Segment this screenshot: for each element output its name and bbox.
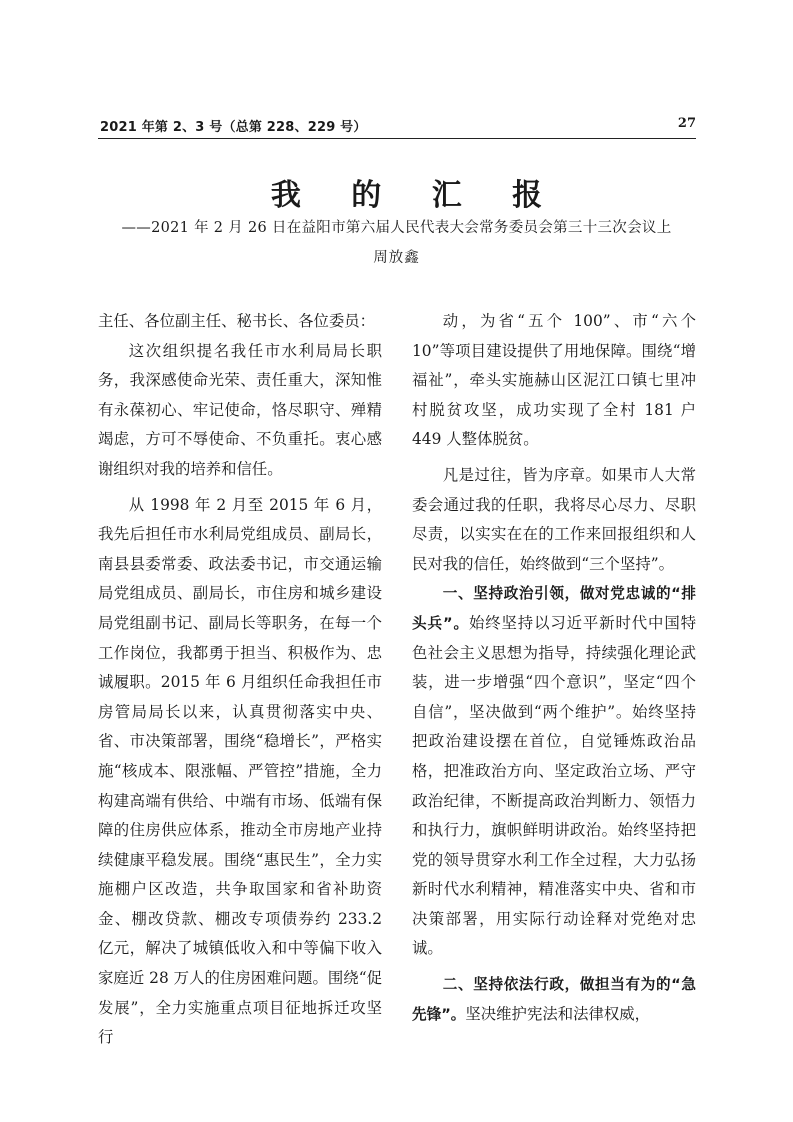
section-heading: 一、坚持政治引领，做对党忠诚的“排头兵”。	[412, 585, 696, 632]
article-subtitle: ——2021 年 2 月 26 日在益阳市第六届人民代表大会常务委员会第三十三次会议上	[121, 220, 672, 236]
running-header	[98, 116, 696, 139]
section-two	[412, 970, 696, 1029]
section-heading: 二、坚持依法行政，做担当有为的“急先锋”。	[412, 976, 696, 1023]
article-author: 周放鑫	[373, 250, 420, 266]
paragraph-continuation: 动，为省“五个 100”、市“六个 10”等项目建设提供了用地保障。围绕“增福祉”，牵头实施赫山区泥江口镇七里冲村脱贫攻坚，成功实现了全村 181 户 449 人整体脱贫。	[412, 312, 696, 449]
salutation: 主任、各位副主任、秘书长、各位委员：	[98, 312, 376, 330]
paragraph: 这次组织提名我任市水利局局长职务，我深感使命光荣、责任重大，深知惟有永葆初心、牢记使命，恪尽职守、殚精竭虑，方可不辱使命、不负重托。衷心感谢组织对我的培养和信任。	[98, 341, 382, 478]
section-one	[412, 579, 696, 964]
paragraph: 凡是过往，皆为序章。如果市人大常委会通过我的任职，我将尽心尽力、尽职尽责，以实实在在的工作来回报组织和人民对我的信任，始终做到“三个坚持”。	[412, 465, 696, 573]
left-column	[98, 307, 382, 1053]
page-number: 27	[677, 116, 696, 131]
paragraph: 从 1998 年 2 月至 2015 年 6 月，我先后担任市水利局党组成员、副局长，南县县委常委、政法委书记，市交通运输局党组成员、副局长，市住房和城乡建设局党组副书记、副局长等职务，在每一个工作岗位，我都勇于担当、积极作为、忠诚履职。2015 年 6 月组织任命我担任市房管局局长以来，认真贯彻落实中央、省、市决策部署，围绕“稳增长”，严格实施“核成本、限涨幅、严管控”措施，全力构建高端有供给、中端有市场、低端有保障的住房供应体系，推动全市房地产业持续健康平稳发展。围绕“惠民生”，全力实施棚户区改造，共争取国家和省补助资金、棚改贷款、棚改专项债券约 233.2 亿元，解决了城镇低收入和中等偏下收入家庭近 28 万人的住房困难问题。围绕“促发展”，全力实施重点项目征地拆迁攻坚行	[98, 495, 382, 1047]
right-column	[412, 307, 696, 1029]
section-body: 坚决维护宪法和法律权威，	[465, 1004, 651, 1023]
section-body: 始终坚持以习近平新时代中国特色社会主义思想为指导，持续强化理论武装，进一步增强“四个意识”，坚定“四个自信”，坚决做到“两个维护”。始终坚持把政治建设摆在首位，自觉锤炼政治品格，把准政治方向、坚定政治立场、严守政治纪律，不断提高政治判断力、领悟力和执行力，旗帜鲜明讲政治。始终坚持把党的领导贯穿水利工作全过程，大力弘扬新时代水利精神，精准落实中央、省和市决策部署，用实际行动诠释对党绝对忠诚。	[412, 613, 696, 958]
article-title: 我 的 汇 报	[270, 178, 563, 213]
issue-info: 2021 年第 2、3 号（总第 228、229 号）	[100, 120, 367, 135]
